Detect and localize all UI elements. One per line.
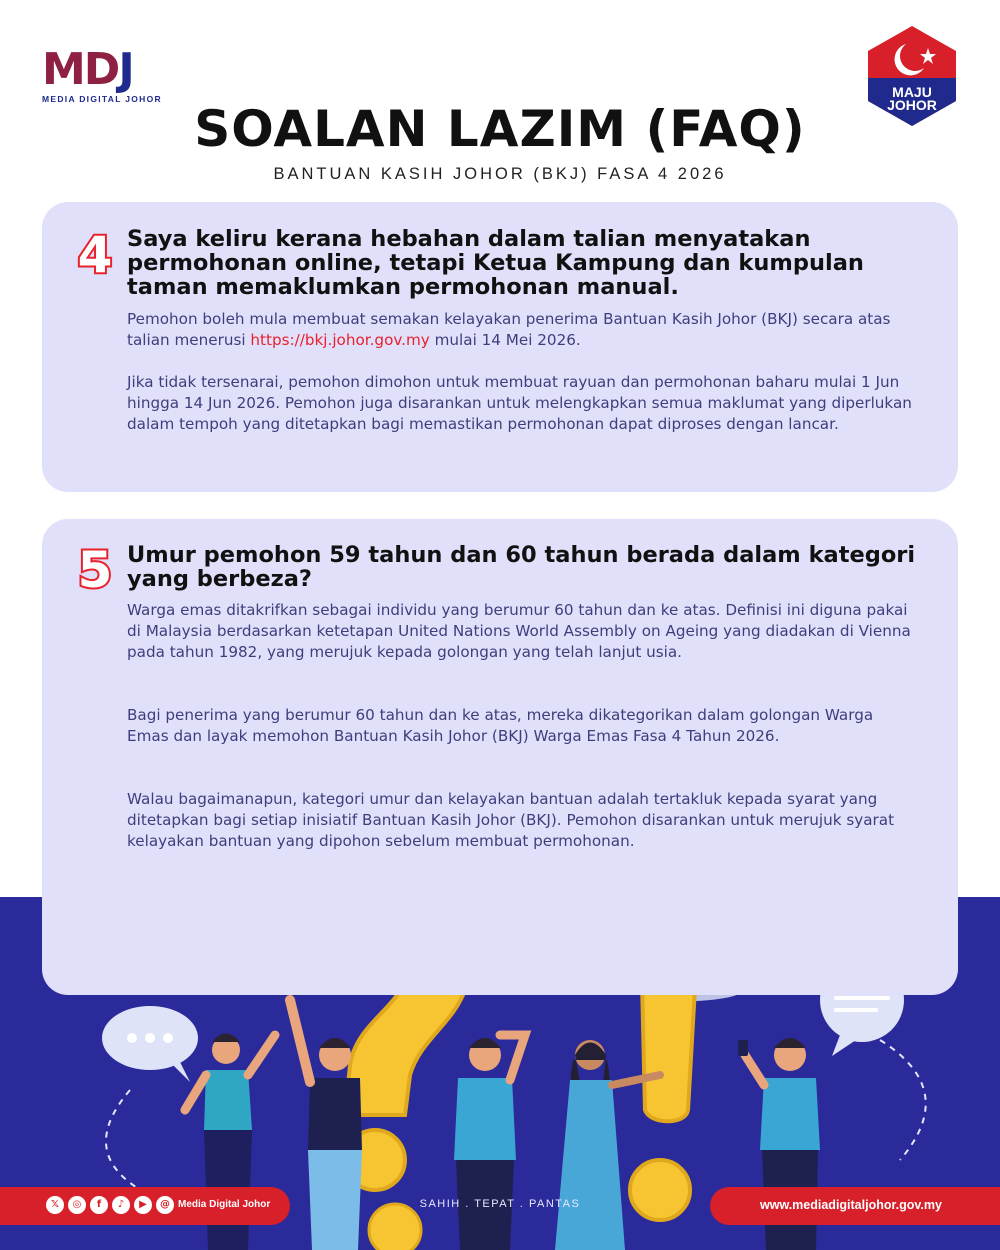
- faq-card-5: [42, 519, 958, 995]
- page-title: SOALAN LAZIM (FAQ): [194, 100, 806, 158]
- logo-line-maju: MAJU: [892, 84, 932, 100]
- faq-answer-paragraph: Walau bagaimanapun, kategori umur dan kelayakan bantuan adalah tertakluk kepada syarat yang ditetapkan bagi setiap inisiatif Bantuan Kasih Johor (BKJ). Pemohon disarankan untuk merujuk syarat kelayakan bantuan yang dipohon sebelum membuat permohonan.: [127, 790, 895, 850]
- speech-bubble-icon: [102, 1006, 198, 1082]
- number-4-badge: [70, 224, 120, 284]
- youtube-icon[interactable]: ▶: [134, 1196, 152, 1214]
- faq-number: 5: [77, 541, 113, 599]
- mdj-logo: [42, 44, 187, 108]
- logo-subtitle: MEDIA DIGITAL JOHOR: [42, 94, 162, 104]
- person-figure: [454, 1035, 525, 1250]
- x-icon[interactable]: 𝕏: [46, 1196, 64, 1214]
- logo-mark-j: J: [118, 44, 133, 95]
- instagram-icon[interactable]: ◎: [68, 1196, 86, 1214]
- faq-answer-paragraph: Jika tidak tersenarai, pemohon dimohon untuk membuat rayuan dan permohonan baharu mulai 1 Jun hingga 14 Jun 2026. Pemohon juga disarankan untuk melengkapkan semua maklumat yang diperlukan dalam tempoh yang ditetapkan bagi memastikan permohonan dapat diproses dengan lancar.: [127, 373, 912, 433]
- faq-answer-paragraph: Warga emas ditakrifkan sebagai individu yang berumur 60 tahun dan ke atas. Definisi ini diguna pakai di Malaysia berdasarkan ketetapan United Nations World Assembly on Ageing yang diadakan di Vienna pada tahun 1982, yang merujuk kepada golongan yang telah lanjut usia.: [127, 601, 911, 661]
- footer-website-bar: [710, 1187, 1000, 1225]
- person-figure: [290, 1000, 362, 1250]
- answer-text: Pemohon boleh mula membuat semakan kelayakan penerima Bantuan Kasih Johor (BKJ) secara atas talian menerusi: [127, 310, 891, 349]
- faq-answer-paragraph: Bagi penerima yang berumur 60 tahun dan ke atas, mereka dikategorikan dalam golongan Warga Emas dan layak memohon Bantuan Kasih Johor (BKJ) Warga Emas Fasa 4 Tahun 2026.: [127, 706, 874, 745]
- tiktok-icon[interactable]: ♪: [112, 1196, 130, 1214]
- number-5-badge: [70, 539, 120, 599]
- faq-question: Umur pemohon 59 tahun dan 60 tahun berada dalam kategori yang berbeza?: [127, 542, 916, 592]
- answer-text: mulai 14 Mei 2026.: [429, 331, 581, 349]
- facebook-icon[interactable]: f: [90, 1196, 108, 1214]
- faq-number: 4: [77, 226, 113, 284]
- threads-icon[interactable]: @: [156, 1196, 174, 1214]
- page-subtitle: BANTUAN KASIH JOHOR (BKJ) FASA 4 2026: [273, 165, 727, 183]
- logo-line-johor: JOHOR: [887, 97, 937, 113]
- faq-answer-paragraph: [127, 309, 917, 351]
- logo-mark: MD: [42, 44, 119, 95]
- faq-question: Saya keliru kerana hebahan dalam talian menyatakan permohonan online, tetapi Ketua Kampung dan kumpulan taman memaklumkan permohonan manual.: [127, 226, 864, 300]
- footer-tagline: SAHIH . TEPAT . PANTAS: [419, 1198, 581, 1210]
- bkj-website-link[interactable]: https://bkj.johor.gov.my: [250, 331, 430, 349]
- footer-website-link[interactable]: www.mediadigitaljohor.gov.my: [760, 1198, 942, 1212]
- footer-brand-name: Media Digital Johor: [178, 1199, 271, 1210]
- faq-card-4: [42, 202, 958, 492]
